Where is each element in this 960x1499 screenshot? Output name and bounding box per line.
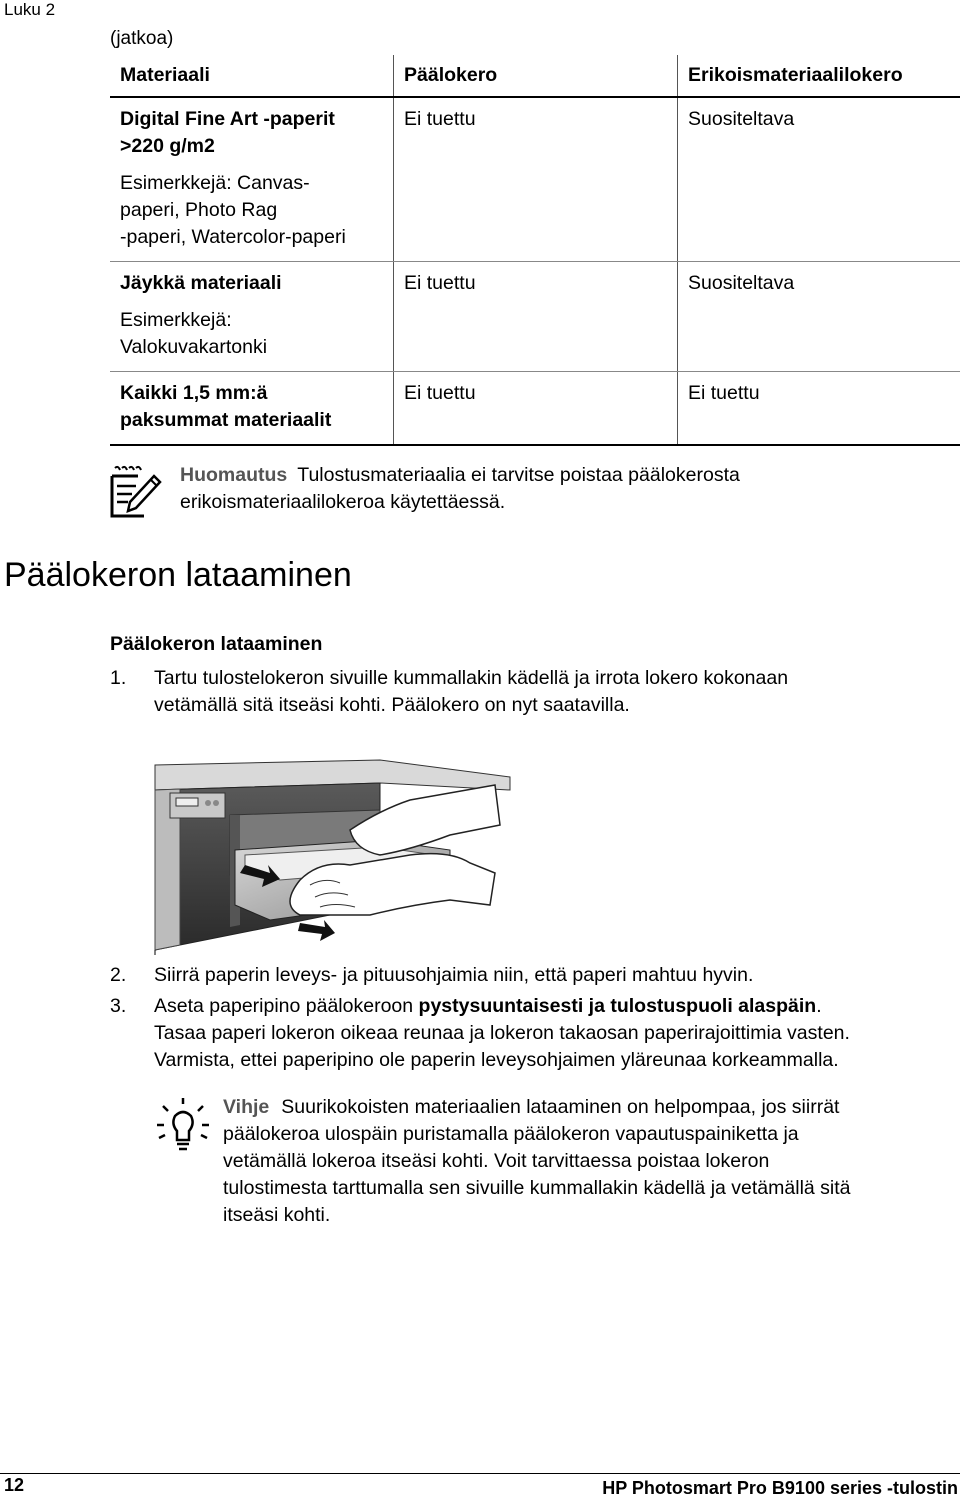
special-tray-cell: Suositeltava	[678, 97, 960, 262]
media-table	[110, 55, 960, 446]
page-number: 12	[4, 1475, 25, 1495]
header-main-tray: Päälokero	[394, 55, 678, 97]
header-special-tray: Erikoismateriaalilokero	[678, 55, 960, 97]
step-text: Tartu tulostelokeron sivuille kummallakin kädellä ja irrota lokero kokonaan	[154, 667, 789, 689]
special-tray-cell: Ei tuettu	[678, 372, 960, 446]
material-name: >220 g/m2	[120, 135, 215, 157]
main-tray-cell: Ei tuettu	[394, 372, 678, 446]
material-example: Esimerkkejä: Canvas-	[120, 172, 310, 194]
chapter-label: Luku 2	[4, 0, 56, 19]
table-row	[110, 262, 960, 372]
material-cell	[110, 262, 394, 372]
material-example: Valokuvakartonki	[120, 336, 268, 358]
step-text: .	[816, 995, 822, 1017]
material-name: Kaikki 1,5 mm:ä	[120, 382, 268, 404]
lightbulb-icon	[155, 1098, 211, 1158]
main-tray-cell: Ei tuettu	[394, 97, 678, 262]
material-name: paksummat materiaalit	[120, 409, 332, 431]
note-label: Huomautus	[180, 464, 288, 486]
tip-text: itseäsi kohti.	[223, 1204, 331, 1226]
note-pencil-icon	[108, 464, 164, 520]
tip-text: tulostimesta tarttumalla sen sivuille kummallakin kädellä ja vetämällä sitä	[223, 1177, 851, 1199]
step-1	[110, 665, 960, 725]
table-row	[110, 97, 960, 262]
step-emphasis: pystysuuntaisesti ja tulostuspuoli alaspäin	[418, 995, 817, 1017]
tip-text: päälokeroa ulospäin puristamalla päälokeron vapautuspainiketta ja	[223, 1123, 799, 1145]
continued-label: (jatkoa)	[110, 28, 174, 49]
step-text: Siirrä paperin leveys- ja pituusohjaimia niin, että paperi mahtuu hyvin.	[154, 964, 754, 986]
note-text: Tulostusmateriaalia ei tarvitse poistaa päälokerosta	[297, 464, 740, 486]
material-name: Digital Fine Art -paperit	[120, 108, 335, 130]
table-header-row	[110, 55, 960, 97]
material-cell	[110, 97, 394, 262]
step-text: vetämällä sitä itseäsi kohti. Päälokero on nyt saatavilla.	[154, 694, 630, 716]
step-text: Tasaa paperi lokeron oikeaa reunaa ja lokeron takaosan paperirajoittimia vasten.	[154, 1022, 850, 1044]
tip-label: Vihje	[223, 1096, 270, 1118]
material-example: Esimerkkejä:	[120, 309, 232, 331]
tip-text: vetämällä lokeroa itseäsi kohti. Voit tarvittaessa poistaa lokeron	[223, 1150, 770, 1172]
special-tray-cell: Suositeltava	[678, 262, 960, 372]
material-example: -paperi, Watercolor-paperi	[120, 226, 346, 248]
section-subtitle: Päälokeron lataaminen	[110, 633, 323, 655]
step-number: 3.	[110, 995, 127, 1017]
tip-text: Suurikokoisten materiaalien lataaminen on helpompaa, jos siirrät	[281, 1096, 840, 1118]
material-cell	[110, 372, 394, 446]
material-example: paperi, Photo Rag	[120, 199, 278, 221]
note-text: erikoismateriaalilokeroa käytettäessä.	[180, 491, 506, 513]
header-material: Materiaali	[110, 55, 394, 97]
main-tray-cell: Ei tuettu	[394, 262, 678, 372]
step-number: 1.	[110, 667, 127, 689]
printer-tray-illustration	[150, 755, 550, 955]
material-name: Jäykkä materiaali	[120, 272, 282, 294]
step-2	[110, 962, 960, 992]
table-row	[110, 372, 960, 446]
footer-divider	[0, 1473, 960, 1474]
step-text: Varmista, ettei paperipino ole paperin leveysohjaimen yläreunaa korkeammalla.	[154, 1049, 839, 1071]
step-text: Aseta paperipino päälokeroon	[154, 995, 419, 1017]
step-3	[110, 993, 960, 1083]
step-number: 2.	[110, 964, 127, 986]
section-title: Päälokeron lataaminen	[4, 556, 352, 594]
product-name: HP Photosmart Pro B9100 series -tulostin	[602, 1478, 958, 1498]
